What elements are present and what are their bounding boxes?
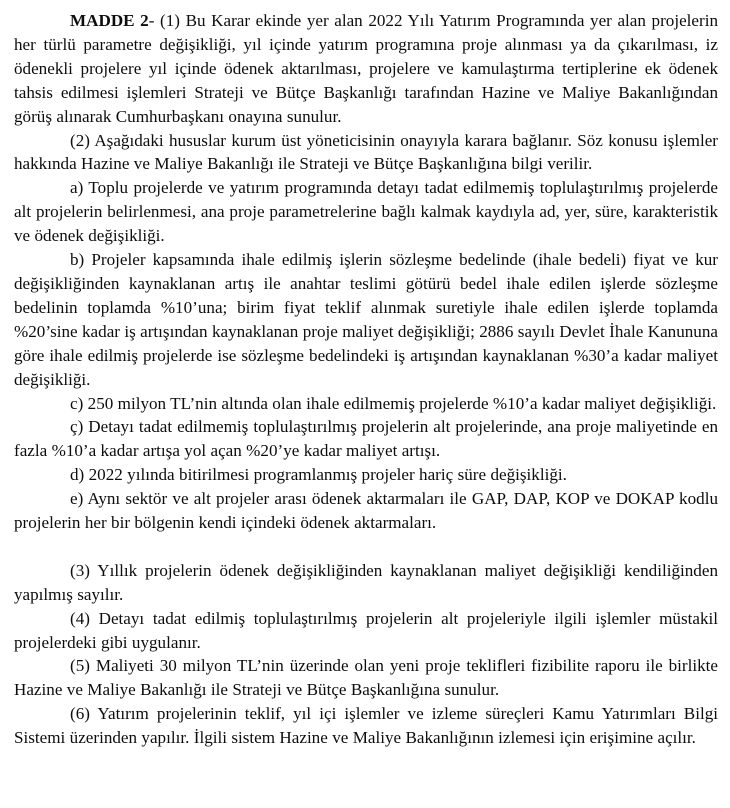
list-item-a: a) Toplu projelerde ve yatırım programında detayı tadat edilmemiş toplulaştırılmış projelerde alt projelerin belirlenmesi, ana proje parametrelerine bağlı kalmak kaydıyla ad, yer, süre, karakteristik ve ödenek değişikliği. bbox=[14, 178, 718, 246]
list-item-b: b) Projeler kapsamında ihale edilmiş işlerin sözleşme bedelinde (ihale bedeli) fiyat ve kur değişikliğinden kaynaklanan artış ile anahtar teslimi götürü bedel ihale edilen işlerde sözleşme bedelinin toplamda %10’una; birim fiyat teklif alınmak suretiyle ihale edilen işlerde toplamda %20’sine kadar iş artışından kaynaklanan proje maliyet değişikliği; 2886 sayılı Devlet İhale Kanununa göre ihale edilmiş projelerde ise sözleşme bedelindeki iş artışından kaynaklanan %30’a kadar maliyet değişikliği. bbox=[14, 250, 718, 389]
article-label: MADDE 2 bbox=[70, 11, 149, 30]
list-item-c-cedilla: ç) Detayı tadat edilmemiş toplulaştırılmış projelerin alt projelerinde, ana proje maliyetinde en fazla %10’a kadar artışa yol açan %20’ye kadar maliyet artışı. bbox=[14, 417, 718, 461]
paragraph-3: (3) Yıllık projelerin ödenek değişikliğinden kaynaklanan maliyet değişikliği kendiliğinden yapılmış sayılır. bbox=[14, 560, 718, 604]
article-label-suffix: - bbox=[148, 11, 155, 30]
paragraph-1-text: (1) Bu Karar ekinde yer alan 2022 Yılı Yatırım Programında yer alan projelerin her türlü parametre değişikliği, yıl içinde yatırım programına proje alınması ya da çıkarılması, iz ödenekli projelere yıl içinde ödenek aktarılması, projelere ve kamulaştırma tertiplerine ek ödenek tahsis edilmesi işlemleri Strateji ve Bütçe Başkanlığı tarafından Hazine ve Maliye Bakanlığından görüş alınarak Cumhurbaşkanı onayına sunulur. bbox=[14, 11, 718, 126]
list-item-c: c) 250 milyon TL’nin altında olan ihale edilmemiş projelerde %10’a kadar maliyet değişikliği. bbox=[70, 393, 717, 413]
list-item-e: e) Aynı sektör ve alt projeler arası ödenek aktarmaları ile GAP, DAP, KOP ve DOKAP kodlu projelerin her bir bölgenin kendi içindeki ödenek aktarmaları. bbox=[14, 489, 718, 533]
paragraph-5: (5) Maliyeti 30 milyon TL’nin üzerinde olan yeni proje teklifleri fizibilite raporu ile birlikte Hazine ve Maliye Bakanlığı ile Strateji ve Bütçe Başkanlığına sunulur. bbox=[14, 656, 718, 700]
paragraph-2: (2) Aşağıdaki hususlar kurum üst yöneticisinin onayıyla karara bağlanır. Söz konusu işlemler hakkında Hazine ve Maliye Bakanlığı ile Strateji ve Bütçe Başkanlığına bilgi verilir. bbox=[14, 130, 718, 174]
paragraph-6: (6) Yatırım projelerinin teklif, yıl içi işlemler ve izleme süreçleri Kamu Yatırımları Bilgi Sistemi üzerinden yapılır. İlgili sistem Hazine ve Maliye Bakanlığının izlemesi için erişimine açılır. bbox=[14, 704, 718, 748]
list-item-d: d) 2022 yılında bitirilmesi programlanmış projeler hariç süre değişikliği. bbox=[70, 465, 567, 485]
paragraph-4: (4) Detayı tadat edilmiş toplulaştırılmış projelerin alt projeleriyle ilgili işlemler müstakil projelerdeki gibi uygulanır. bbox=[14, 608, 718, 652]
paragraph-1 bbox=[14, 9, 718, 129]
